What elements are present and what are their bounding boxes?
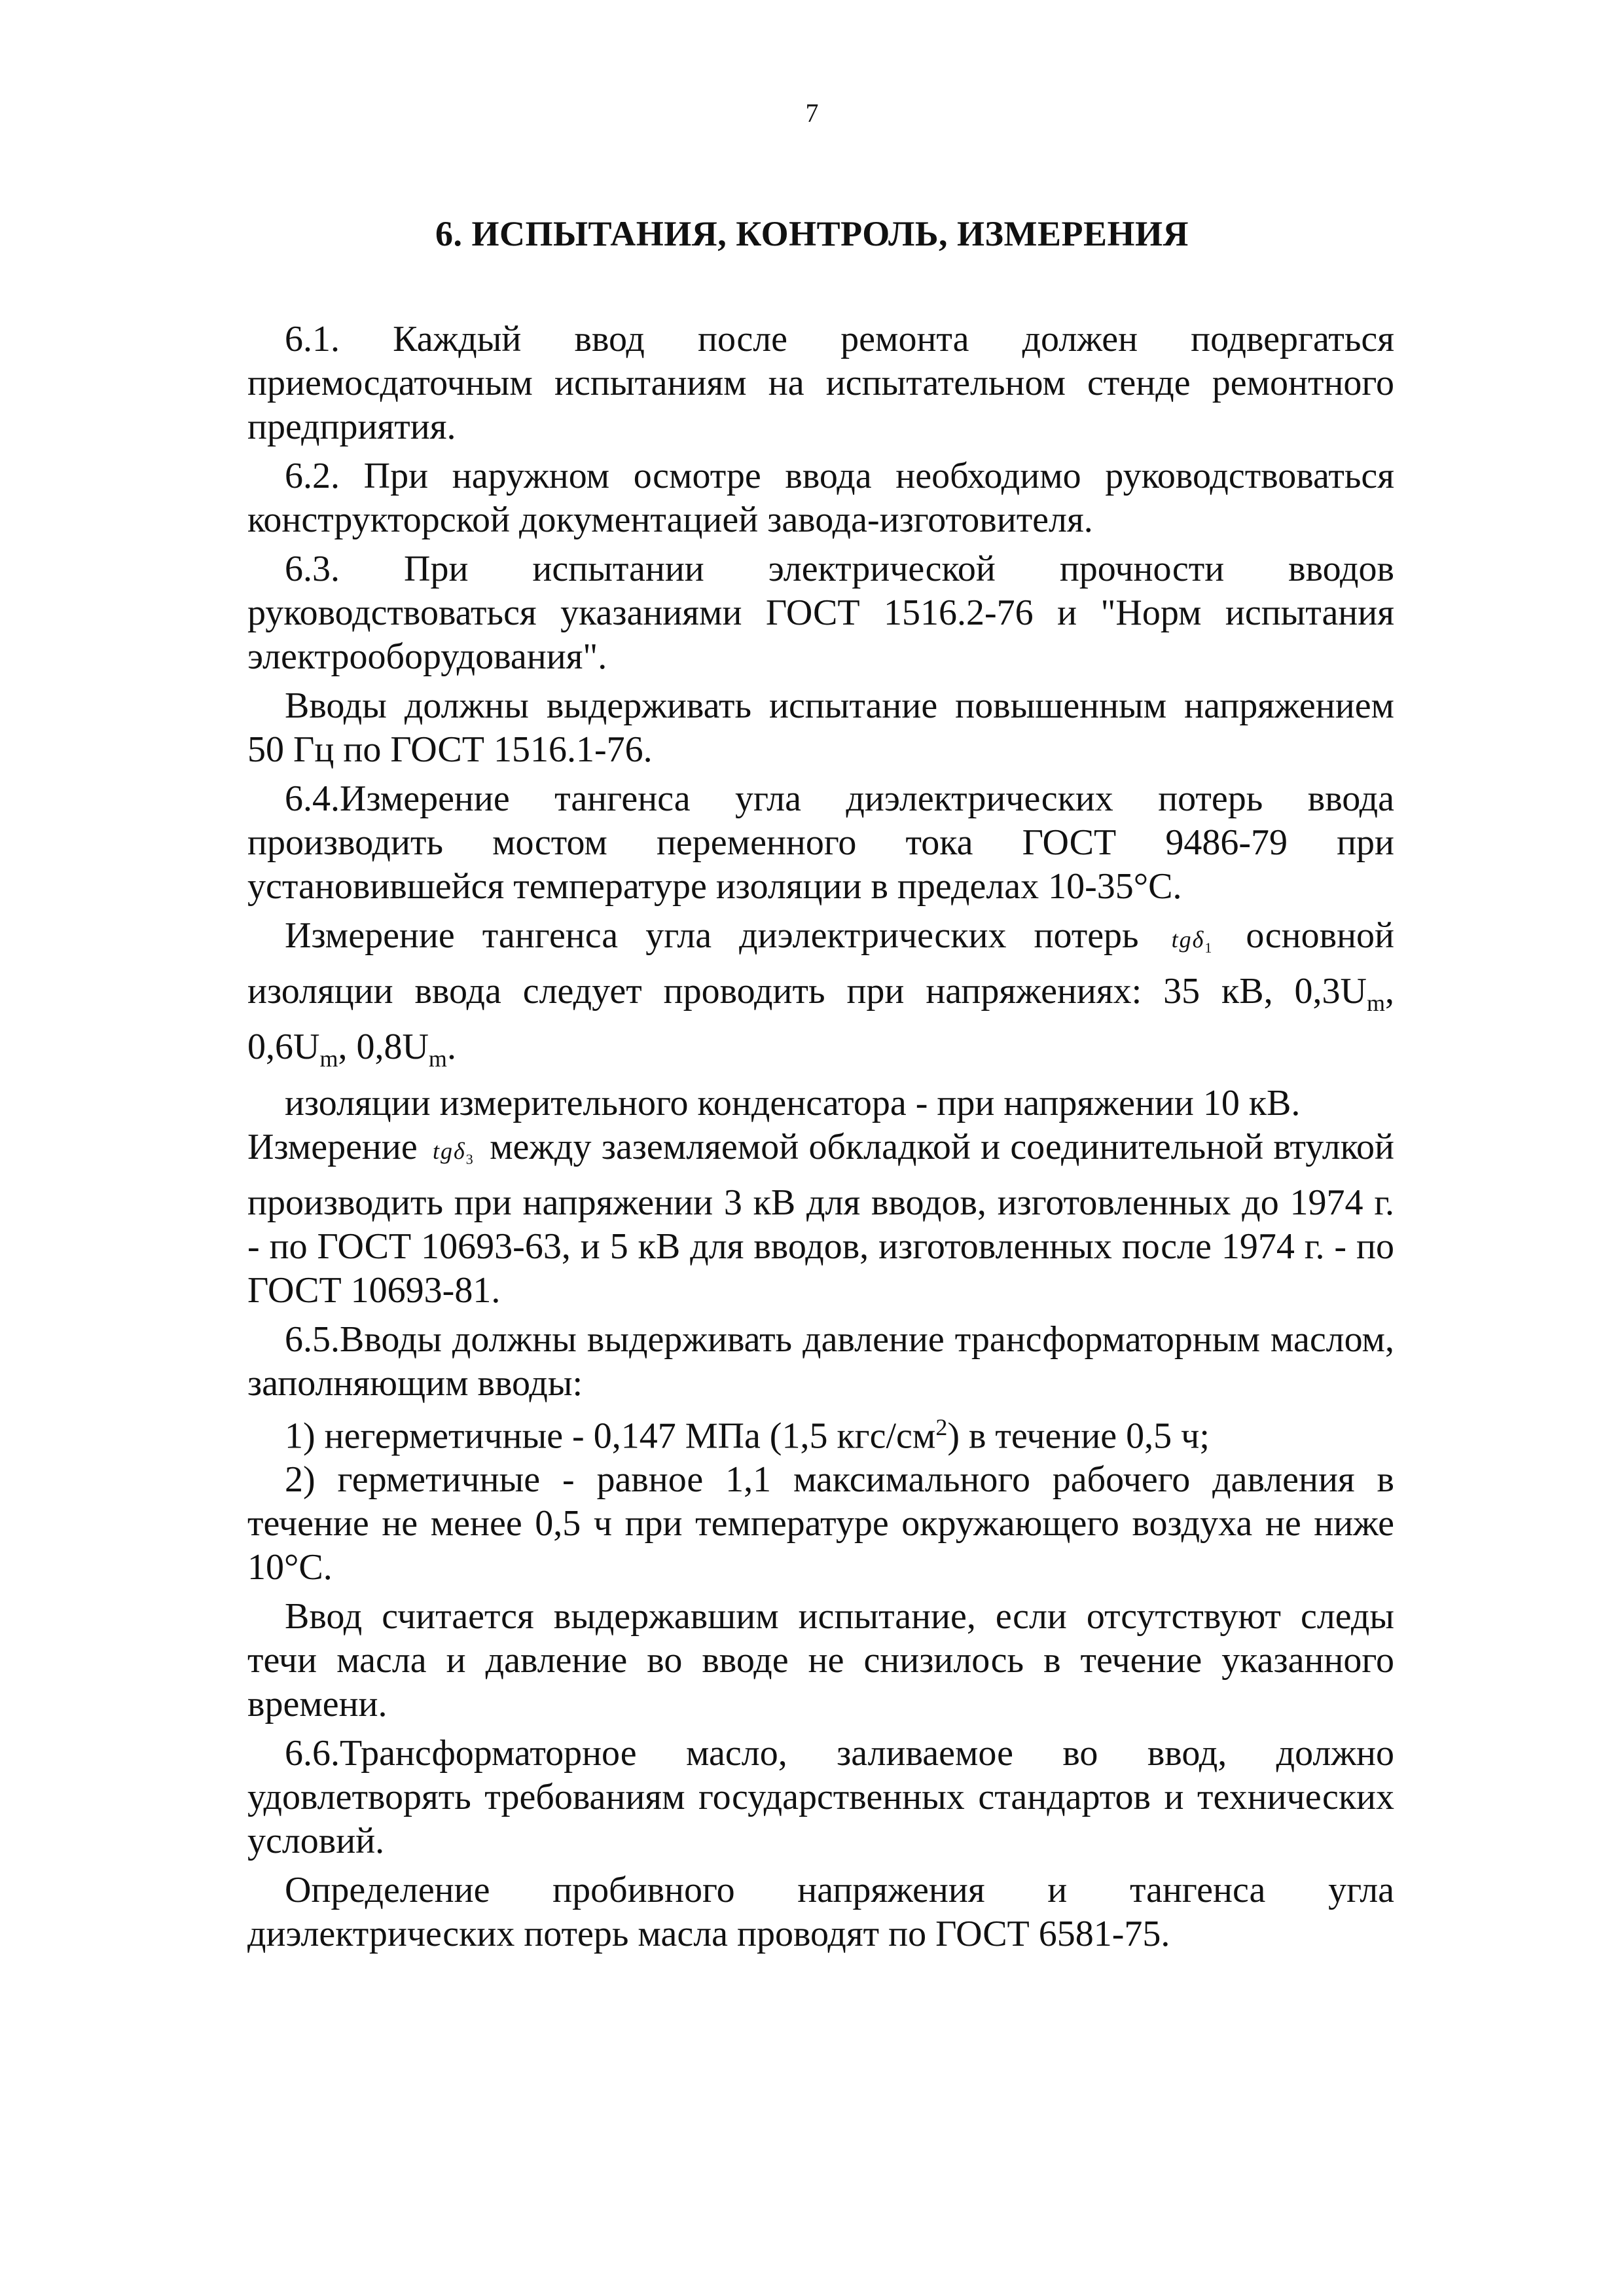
u-subscript: m <box>428 1046 447 1072</box>
tg-delta-1-formula: tgδ$_1$ <box>1171 926 1214 957</box>
document-body <box>247 318 1394 1956</box>
paragraph-6-4: 6.4.Измерение тангенса угла диэлектрических потерь ввода производить мостом переменного тока ГОСТ 9486-79 при установившейся температуре изоляции в пределах 10-35°С. <box>247 778 1394 907</box>
u-subscript: m <box>319 1046 338 1072</box>
paragraph-6-3: 6.3. При испытании электрической прочности вводов руководствоваться указаниями ГОСТ 1516.2-76 и "Норм испытания электрооборудования". <box>247 549 1394 677</box>
page-number: 7 <box>805 98 819 128</box>
list-item-non-sealed: 1) негерметичные - 0,147 МПа (1,5 кгс/$см^2$) в течение 0,5 ч; <box>285 1413 1210 1457</box>
paragraph-tg-delta-3: Измерение tgδ$_3$ между заземляемой обкладкой и соединительной втулкой производить при напряжении 3 кВ для вводов, изготовленных до 1974 г. - по ГОСТ 10693-63, и 5 кВ для вводов, изготовленных после 1974 г. - по ГОСТ 10693-81. <box>247 1126 1395 1311</box>
u-subscript: m <box>1366 990 1385 1017</box>
paragraph-oil-test: Определение пробивного напряжения и тангенса угла диэлектрических потерь масла проводят по ГОСТ 6581-75. <box>247 1870 1394 1955</box>
paragraph-voltage-test: Вводы должны выдерживать испытание повышенным напряжением 50 Гц по ГОСТ 1516.1-76. <box>247 685 1394 770</box>
paragraph-capacitor-insulation: изоляции измерительного конденсатора - при напряжении 10 кВ. <box>285 1082 1301 1123</box>
paragraph-test-passed: Ввод считается выдержавшим испытание, если отсутствуют следы течи масла и давление во вводе не снизилось в течение указанного времени. <box>247 1596 1394 1725</box>
paragraph-6-6: 6.6.Трансформаторное масло, заливаемое во ввод, должно удовлетворять требованиям государственных стандартов и технических условий. <box>247 1733 1394 1862</box>
section-title: 6. ИСПЫТАНИЯ, КОНТРОЛЬ, ИЗМЕРЕНИЯ <box>435 214 1189 253</box>
list-item-sealed: 2) герметичные - равное 1,1 максимального рабочего давления в течение не менее 0,5 ч при температуре окружающего воздуха не ниже 10°С. <box>247 1459 1394 1588</box>
paragraph-6-5: 6.5.Вводы должны выдерживать давление трансформаторным маслом, заполняющим вводы: <box>247 1319 1394 1404</box>
tg-delta-3-formula: tgδ$_3$ <box>433 1137 475 1167</box>
paragraph-6-2: 6.2. При наружном осмотре ввода необходимо руководствоваться конструкторской документацией завода-изготовителя. <box>247 456 1394 540</box>
paragraph-tg-main-insulation: Измерение тангенса угла диэлектрических потерь tgδ$_1$ основной изоляции ввода следует проводить при напряжениях: 35 кВ, $0,3U_m$, $0,6U_m$, $0,8U_m$. <box>247 915 1395 1072</box>
tg-text-before: Измерение тангенса угла диэлектрических потерь <box>285 915 1139 956</box>
paragraph-6-1: 6.1. Каждый ввод после ремонта должен подвергаться приемосдаточным испытаниям на испытательном стенде ремонтного предприятия. <box>247 319 1394 447</box>
tg-text-after: основной изоляции ввода следует проводить при напряжениях: 35 кВ, 0,3U <box>247 915 1395 1012</box>
